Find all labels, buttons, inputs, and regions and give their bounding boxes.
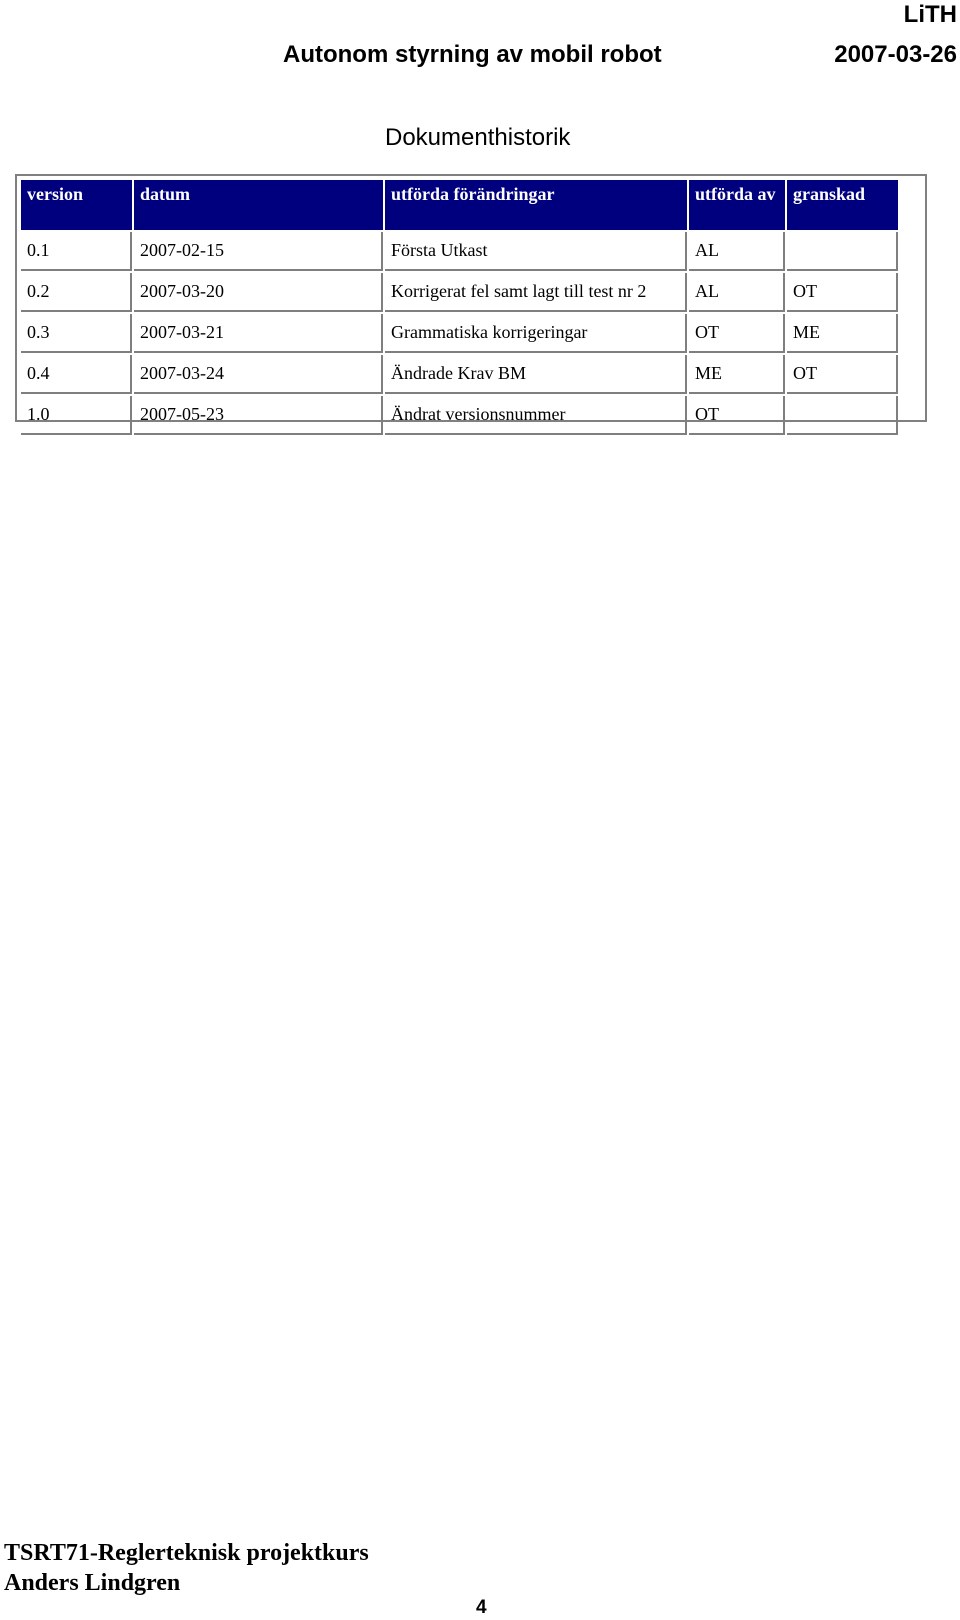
- footer-course: TSRT71-Reglerteknisk projektkurs: [4, 1540, 369, 1566]
- table-row: [21, 273, 898, 312]
- cell-changes: Korrigerat fel samt lagt till test nr 2: [385, 273, 687, 312]
- cell-version: 0.1: [21, 232, 132, 271]
- cell-date: 2007-03-24: [134, 355, 383, 394]
- column-header-datum: datum: [134, 180, 383, 230]
- table-row: [21, 314, 898, 353]
- cell-changes: Ändrat versionsnummer: [385, 396, 687, 435]
- cell-date: 2007-02-15: [134, 232, 383, 271]
- cell-version: 0.4: [21, 355, 132, 394]
- cell-version: 0.3: [21, 314, 132, 353]
- footer-author: Anders Lindgren: [4, 1570, 181, 1596]
- table-header-row: [21, 180, 898, 230]
- cell-version: 0.2: [21, 273, 132, 312]
- table-row: [21, 355, 898, 394]
- cell-performed-by: AL: [689, 273, 785, 312]
- section-title: Dokumenthistorik: [385, 124, 571, 151]
- cell-performed-by: OT: [689, 314, 785, 353]
- document-date: 2007-03-26: [834, 41, 957, 68]
- cell-reviewed: [787, 232, 898, 271]
- cell-reviewed: [787, 396, 898, 435]
- column-header-version: version: [21, 180, 132, 230]
- cell-date: 2007-03-20: [134, 273, 383, 312]
- cell-reviewed: OT: [787, 355, 898, 394]
- document-title: Autonom styrning av mobil robot: [283, 41, 662, 68]
- column-header-changes: utförda förändringar: [385, 180, 687, 230]
- cell-date: 2007-03-21: [134, 314, 383, 353]
- cell-changes: Grammatiska korrigeringar: [385, 314, 687, 353]
- cell-changes: Första Utkast: [385, 232, 687, 271]
- header-org: LiTH: [903, 1, 957, 28]
- history-table: [19, 178, 900, 437]
- cell-changes: Ändrade Krav BM: [385, 355, 687, 394]
- cell-performed-by: AL: [689, 232, 785, 271]
- cell-reviewed: OT: [787, 273, 898, 312]
- table-row: [21, 232, 898, 271]
- cell-reviewed: ME: [787, 314, 898, 353]
- page-number: 4: [476, 1597, 487, 1618]
- cell-version: 1.0: [21, 396, 132, 435]
- column-header-performed-by: utförda av: [689, 180, 785, 230]
- table-row: [21, 396, 898, 435]
- cell-performed-by: OT: [689, 396, 785, 435]
- column-header-reviewed: granskad: [787, 180, 898, 230]
- cell-date: 2007-05-23: [134, 396, 383, 435]
- cell-performed-by: ME: [689, 355, 785, 394]
